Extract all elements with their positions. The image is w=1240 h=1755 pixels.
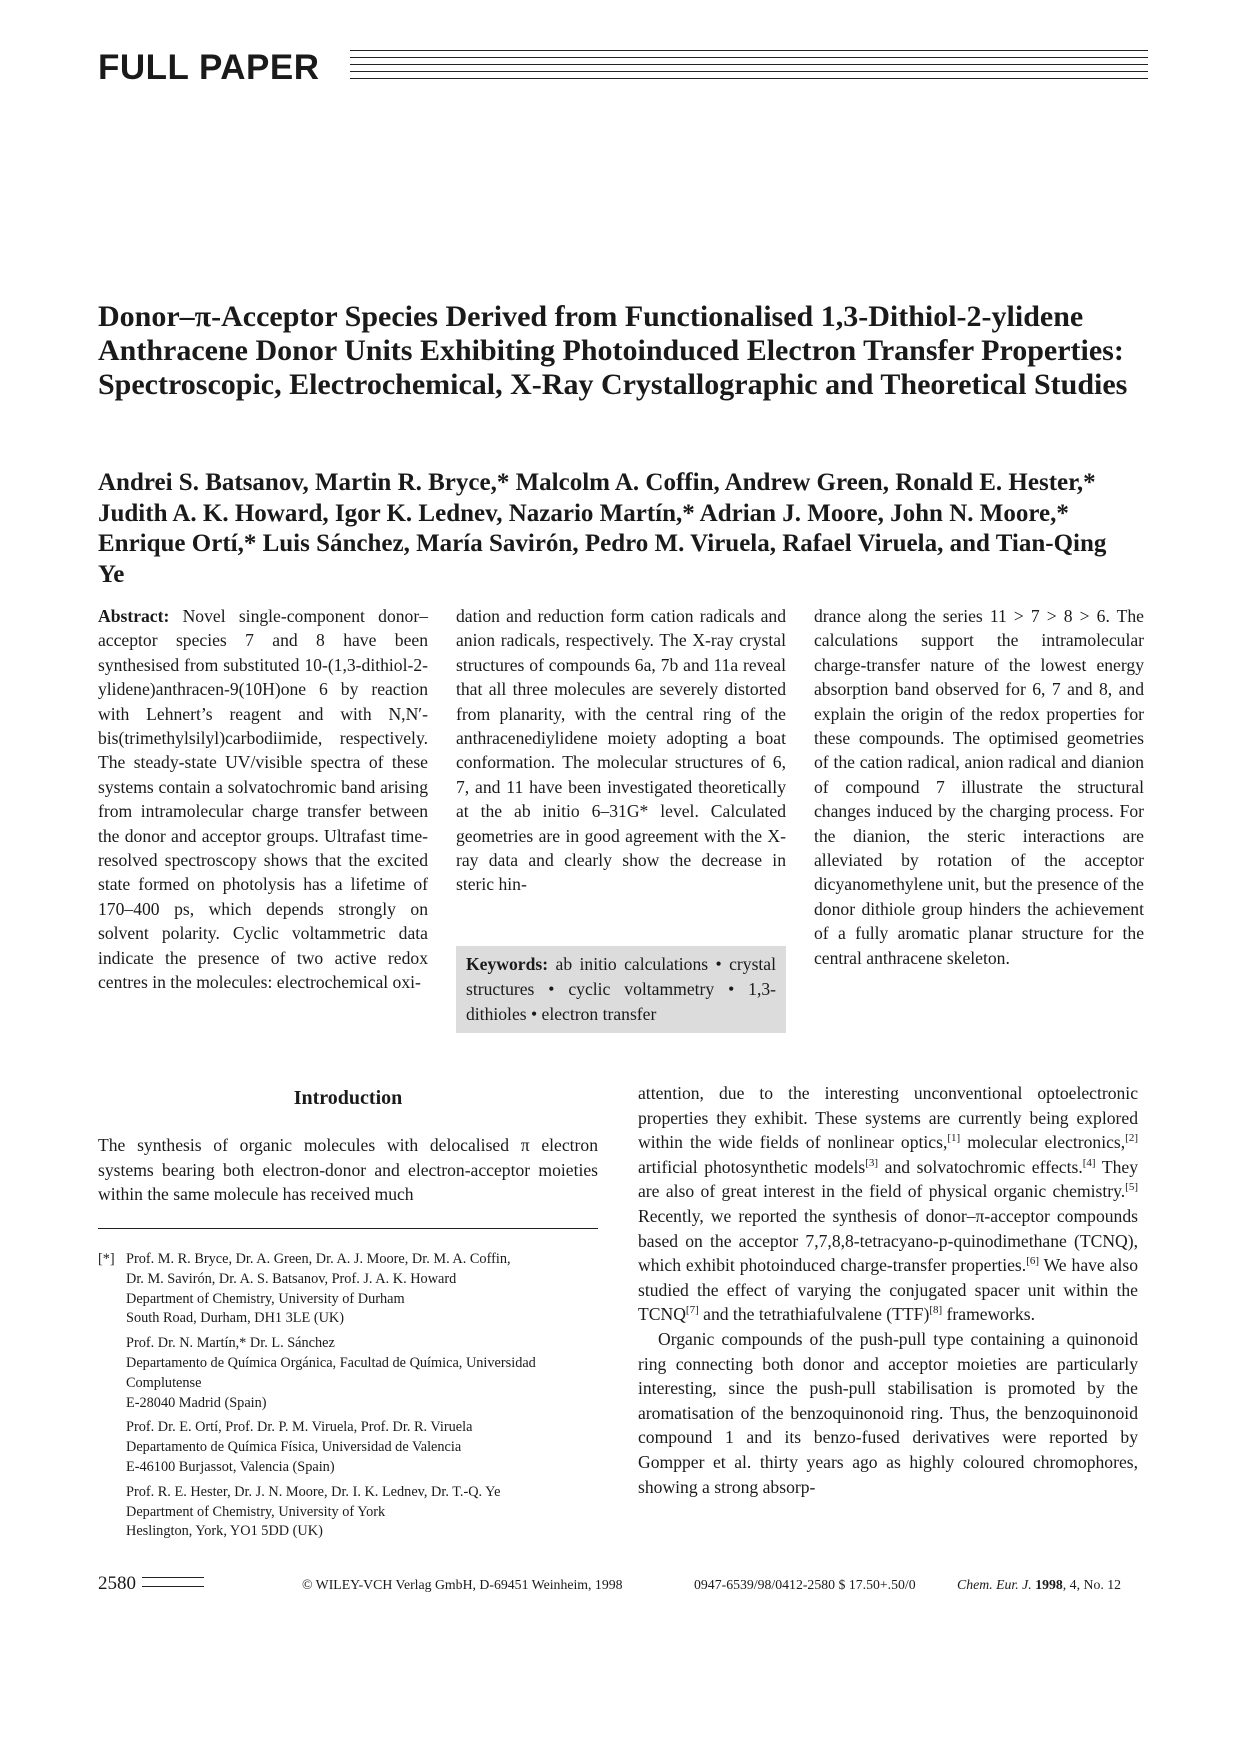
journal-volume: , 4, No. 12 — [1062, 1577, 1122, 1592]
header-rule — [350, 71, 1148, 72]
affiliation-line: E-46100 Burjassot, Valencia (Spain) — [126, 1458, 335, 1475]
footnote-marker: [*] — [98, 1251, 115, 1267]
abstract-text: drance along the series 11 > 7 > 8 > 6. The calculations support the intramolecular charge-transfer nature of the lowest energy absorption band observed for 6, 7 and 8, and explain the origin of the redox properties for these compounds. The optimised geometries of the cation radical, anion radical and dianion of compound 7 illustrate the structural changes induced by the charging process. For the dianion, the steric interactions are alleviated by rotation of the acceptor dicyanomethylene unit, but the presence of the donor dithiole group hinders the achievement of a fully aromatic planar structure for the central anthracene skeleton. — [814, 606, 1144, 968]
footnote-body — [126, 1250, 598, 1542]
footnote-rule — [98, 1228, 598, 1229]
footer-rule — [142, 1577, 204, 1578]
affiliation-group — [126, 1334, 598, 1413]
section-heading: Introduction — [293, 1087, 403, 1109]
copyright-notice: © WILEY-VCH Verlag GmbH, D-69451 Weinheim, 1998 — [302, 1577, 623, 1592]
abstract-text: Novel single-component donor–acceptor species 7 and 8 have been synthesised from substituted 10-(1,3-dithiol-2-ylidene)anthracen-9(10H)one 6 by reaction with Lehnert’s reagent and with N,N′-bis(trimethylsilyl)carbodiimide, respectively. The steady-state UV/visible spectra of these systems contain a solvatochromic band arising from intramolecular charge transfer between the donor and acceptor groups. Ultrafast time-resolved spectroscopy shows that the excited state formed on photolysis has a lifetime of 170–400 ps, which depends strongly on solvent polarity. Cyclic voltammetric data indicate the presence of two active redox centres in the molecules: electrochemical oxi- — [98, 606, 428, 993]
citation-marker: [3] — [865, 1156, 879, 1169]
affiliation-group — [126, 1250, 598, 1329]
header-rule — [350, 57, 1148, 58]
body-column-2 — [638, 1081, 1138, 1499]
affiliation-line: Prof. R. E. Hester, Dr. J. N. Moore, Dr. I. K. Lednev, Dr. T.-Q. Ye — [126, 1483, 501, 1500]
page-number: 2580 — [98, 1573, 136, 1594]
body-paragraph: The synthesis of organic molecules with delocalised π electron systems bearing both electron-donor and electron-acceptor moieties within the same molecule has received much — [98, 1135, 598, 1205]
affiliation-line: Prof. Dr. E. Ortí, Prof. Dr. P. M. Viruela, Prof. Dr. R. Viruela — [126, 1419, 473, 1436]
affiliation-group — [126, 1483, 598, 1542]
abstract-column-2 — [456, 604, 786, 897]
citation-marker: [7] — [685, 1304, 699, 1317]
journal-citation — [957, 1576, 1121, 1594]
keywords-text: ab initio calculations • crystal structures • cyclic voltammetry • 1,3-dithioles • electron transfer — [466, 954, 776, 1024]
citation-marker: [2] — [1125, 1132, 1138, 1145]
header-rule — [350, 64, 1148, 65]
footer-rule — [142, 1586, 204, 1587]
affiliation-line: Departamento de Química Física, Universidad de Valencia — [126, 1439, 462, 1456]
abstract-label: Abstract: — [98, 606, 170, 626]
abstract-column-1 — [98, 604, 428, 995]
affiliation-line: South Road, Durham, DH1 3LE (UK) — [126, 1310, 344, 1327]
affiliation-line: Department of Chemistry, University of Durham — [126, 1290, 405, 1307]
header-rule — [350, 78, 1148, 79]
citation-marker: [6] — [1026, 1255, 1040, 1268]
body-paragraph: attention, due to the interesting unconventional optoelectronic properties they exhibit. These systems are currently being explored within the wide fields of nonlinear optics,[1] molecular electronics,[2] artificial photosynthetic models[3] and solvatochromic effects.[4] They are also of great interest in the field of physical organic chemistry.[5] Recently, we reported the synthesis of donor–π-acceptor compounds based on the acceptor 7,7,8,8-tetracyano-p-quinodimethane (TCNQ), which exhibit photoinduced charge-transfer properties.[6] We have also studied the effect of varying the conjugated spacer unit within the TCNQ[7] and the tetrathiafulvalene (TTF)[8] frameworks. — [638, 1083, 1139, 1325]
issn-code: 0947-6539/98/0412-2580 $ 17.50+.50/0 — [694, 1577, 916, 1592]
affiliation-line: E-28040 Madrid (Spain) — [126, 1394, 267, 1411]
body-paragraph: Organic compounds of the push-pull type containing a quinonoid ring connecting both donor and acceptor moieties are particularly interesting, since the push-pull stabilisation is promoted by the aromatisation of the benzoquinonoid ring. Thus, the benzoquinonoid compound 1 and its benzo-fused derivatives were reported by Gompper et al. thirty years ago as highly coloured chromophores, showing a strong absorp- — [638, 1328, 1138, 1497]
affiliation-line: Prof. M. R. Bryce, Dr. A. Green, Dr. A. J. Moore, Dr. M. A. Coffin, — [126, 1251, 511, 1267]
paper-title: Donor–π-Acceptor Species Derived from Functionalised 1,3-Dithiol-2-ylidene Anthracene Donor Units Exhibiting Photoinduced Electron Transfer Properties: Spectroscopic, Electrochemical, X-Ray Crystallographic and Theoretical Studies — [98, 300, 1128, 401]
affiliation-footnote — [98, 1250, 598, 1547]
affiliation-group — [126, 1418, 598, 1477]
affiliation-line: Departamento de Química Orgánica, Facultad de Química, Universidad Complutense — [126, 1354, 536, 1391]
journal-name: Chem. Eur. J. — [957, 1577, 1032, 1592]
citation-marker: [4] — [1082, 1156, 1096, 1169]
citation-marker: [8] — [929, 1304, 943, 1317]
author-list: Andrei S. Batsanov, Martin R. Bryce,* Malcolm A. Coffin, Andrew Green, Ronald E. Hester,* Judith A. K. Howard, Igor K. Lednev, Nazario Martín,* Adrian J. Moore, John N. Moore,* Enrique Ortí,* Luis Sánchez, María Savirón, Pedro M. Viruela, Rafael Viruela, and Tian-Qing Ye — [98, 469, 1107, 588]
section-label: FULL PAPER — [98, 48, 320, 87]
header-rule — [350, 50, 1148, 51]
abstract-column-3 — [814, 604, 1144, 970]
keywords-box — [456, 946, 786, 1033]
abstract-text: dation and reduction form cation radicals and anion radicals, respectively. The X-ray crystal structures of compounds 6a, 7b and 11a reveal that all three molecules are severely distorted from planarity, with the central ring of the anthracenediylidene moiety adopting a boat conformation. The molecular structures of 6, 7, and 11 have been investigated theoretically at the ab initio 6–31G* level. Calculated geometries are in good agreement with the X-ray data and clearly show the decrease in steric hin- — [456, 606, 786, 895]
journal-year: 1998 — [1035, 1577, 1063, 1592]
affiliation-line: Prof. Dr. N. Martín,* Dr. L. Sánchez — [126, 1335, 335, 1352]
citation-marker: [1] — [947, 1132, 961, 1145]
body-column-1 — [98, 1133, 598, 1207]
keywords-label: Keywords: — [466, 954, 549, 974]
citation-marker: [5] — [1125, 1181, 1138, 1194]
affiliation-line: Department of Chemistry, University of York — [126, 1503, 386, 1520]
affiliation-line: Dr. M. Savirón, Dr. A. S. Batsanov, Prof. J. A. K. Howard — [126, 1270, 457, 1287]
affiliation-line: Heslington, York, YO1 5DD (UK) — [126, 1523, 323, 1540]
